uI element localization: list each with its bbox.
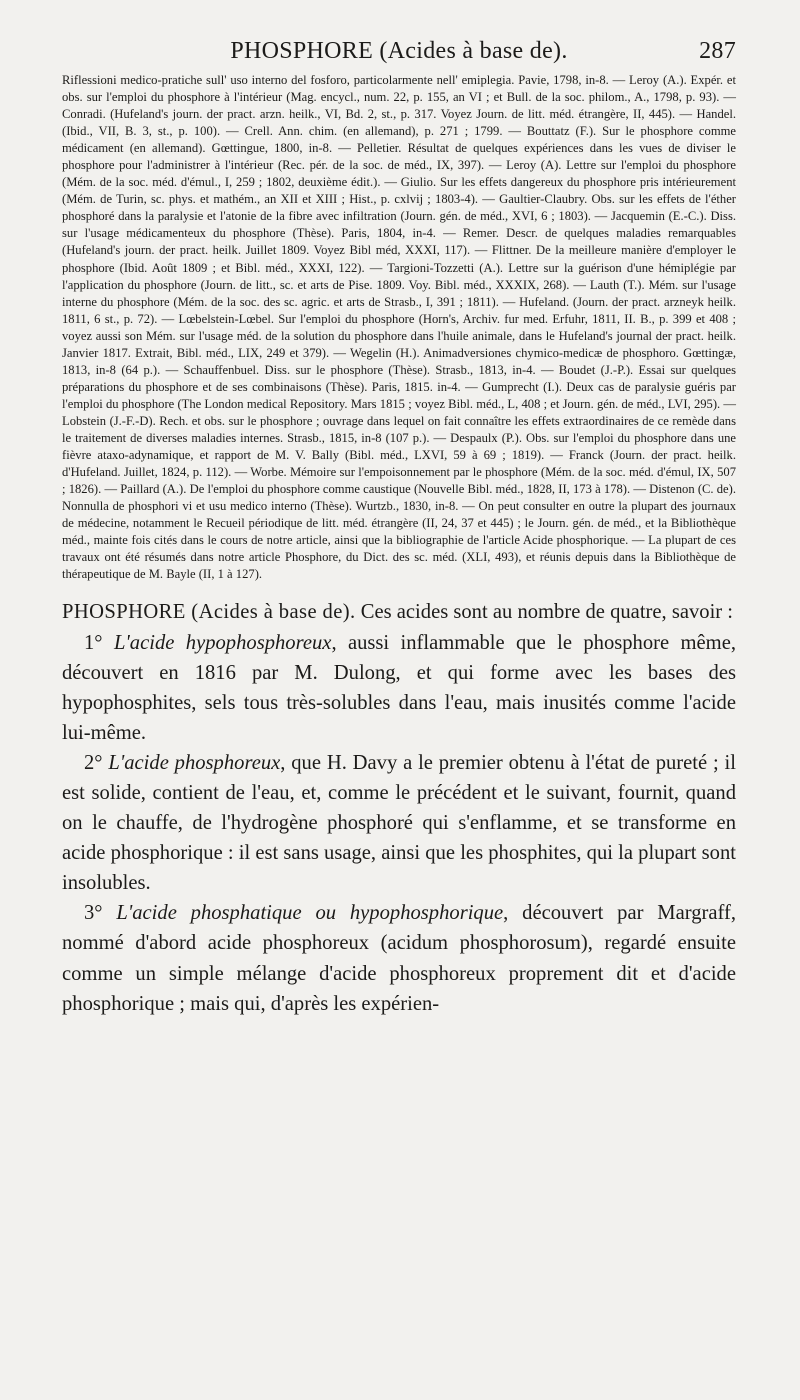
acid-name: L'acide hypophosphoreux — [113, 631, 332, 654]
bibliography-block: Riflessioni medico-pratiche sull' uso interno del fosforo, particolarmente nell' emiplegia. Pavie, 1798, in-8. — Leroy (A.). Expér. et obs. sur l'emploi du phosphore à l'intérieur (Mag. encycl., num. 22, p. 155, an VI ; et Bull. de la soc. philom., A., 1798, p. 93). — Conradi. (Hufeland's journ. der pract. arzn. heilk., VI, Bd. 2, st., p. 317. Voyez Journ. de litt. méd. étrangère, II, 445). — Handel. (Ibid., VII, B. 3, st., p. 100). — Crell. Ann. chim. (en allemand), p. 271 ; 1799. — Bouttatz (F.). Sur le phosphore comme médicament (en allemand). Gœttingue, 1800, in-8. — Pelletier. Résultat de quelques expériences dans les vues de diviser le phosphore pour l'administrer à l'intérieur (Rec. pér. de la soc. de méd., IX, 397). — Leroy (A). Lettre sur l'emploi du phosphore (Mém. de la soc. méd. d'émul., I, 259 ; 1802, deuxième édit.). — Giulio. Sur les effets dangereux du phosphore pris intérieurement (Mém. de Turin, sc. phys. et mathém., an XII et XIII ; Hist., p. cxlvij ; 1803-4). — Gaultier-Claubry. Obs. sur les effets de l'éther phosphoré dans la paralysie et l'atonie de la fibre avec infiltration (Journ. gén. de méd., XVI, 6 ; 1803). — Jacquemin (E.-C.). Diss. sur l'usage médicamenteux du phosphore (Thèse). Paris, 1804, in-4. — Remer. Descr. de quelques maladies remarquables (Hufeland's journ. der pract. heilk. Juillet 1809. Voyez Bibl méd, XXXI, 117). — Flittner. De la meilleure manière d'employer le phosphore (Ibid. Août 1809 ; et Bibl. méd., XXXI, 122). — Targioni-Tozzetti (A.). Lettre sur la guérison d'une hémiplégie par l'application du phosphore (Journ. de litt., sc. et arts de Pise. 1809. Voy. Bibl. méd., XXXIX, 268). — Lauth (T.). Mém. sur l'usage interne du phosphore (Mém. de la soc. des sc. agric. et arts de Strasb., I, 391 ; 1811). — Hufeland. (Journ. der pract. arzneyk heilk. 1811, 6 st., p. 72). — Lœbelstein-Lœbel. Sur l'emploi du phosphore (Horn's, Archiv. fur med. Erfuhr, 1811, II. B., p. 399 et 408 ; voyez aussi son Mém. sur l'usage méd. de la solution du phosphore dans l'huile animale, dans le Hufeland's journal der pract. heilk. Janvier 1817. Extrait, Bibl. méd., LIX, 249 et 379). — Wegelin (H.). Animadversiones chymico-medicæ de phosphoro. Gœttingæ, 1813, in-8 (64 p.). — Schauffenbuel. Diss. sur le phosphore (Thèse). Strasb., 1813, in-4. — Boudet (J.-P.). Essai sur quelques préparations du phosphore et de ses combinaisons (Thèse). Paris, 1815. in-4. — Gumprecht (I.). Deux cas de paralysie guéris par l'emploi du phosphore (The London medical Repository. Mars 1815 ; voyez Bibl. méd., L, 408 ; et Journ. gén. de méd., LVI, 295). — Lobstein (J.-F.-D). Rech. et obs. sur le phosphore ; ouvrage dans lequel on fait connaître les effets extraordinaires de ce remède dans le traitement de diverses maladies internes. Strasb., 1815, in-8 (107 p.). — Despaulx (P.). Obs. sur l'emploi du phosphore dans une fièvre ataxo-adynamique, et rapport de M. V. Bally (Bibl. méd., LXVI, 59 à 69 ; 1819). — Franck (Journ. der pract. heilk. d'Hufeland. Juillet, 1824, p. 112). — Worbe. Mémoire sur l'empoisonnement par le phosphore (Mém. de la soc. méd. d'émul, IX, 507 ; 1826). — Paillard (A.). De l'emploi du phosphore comme caustique (Nouvelle Bibl. méd., 1828, II, 173 à 178). — Distenon (C. de). Nonnulla de phosphori vi et usu medico interno (Thèse). Wurtzb., 1830, in-8. — On peut consulter en outre la plupart des journaux de médecine, notamment le Recueil périodique de litt. méd. étrangère (II, 24, 37 et 445) ; le Journ. gén. de méd., et la Bibliothèque méd., mainte fois cités dans le cours de notre article, ainsi que la bibliographie de l'article Acide phosphorique. — La plupart de ces travaux ont été résumés dans notre article Phosphore, du Dict. des sc. méd. (XLI, 493), et réunis depuis dans la Bibliothèque de thérapeutique de M. Bayle (II, 1 à 127). — [62, 73, 736, 582]
item-text: , découvert par Margraff, nommé d'abord acide phosphoreux (acidum phosphorosum), regardé ensuite comme un simple mélange d'acide phosphoreux proprement dit et d'acide phosphorique ; mais qui, d'après les expérien- — [62, 902, 736, 1015]
running-head — [62, 38, 736, 72]
acid-item-3 — [62, 898, 736, 1018]
section-heading: PHOSPHORE (Acides à base de). — [62, 601, 356, 624]
item-number: 3° — [84, 902, 103, 925]
section-intro: Ces acides sont au nombre de quatre, savoir : — [360, 601, 734, 624]
article-section — [62, 597, 736, 1018]
item-text: , que H. Davy a le premier obtenu à l'état de pureté ; il est solide, contient de l'eau, et, comme le précédent et le suivant, fournit, quand on le chauffe, de l'hydrogène phosphoré qui s'enflamme, et se transforme en acide phosphorique : il est sans usage, ainsi que les phosphites, qui la plupart sont insolubles. — [62, 751, 736, 895]
item-number: 1° — [84, 631, 103, 654]
acid-name: L'acide phosphoreux — [108, 751, 281, 774]
acid-item-1 — [62, 628, 736, 748]
acid-item-2 — [62, 748, 736, 898]
page-number: 287 — [699, 38, 736, 64]
item-number: 2° — [84, 751, 103, 774]
acid-name: L'acide phosphatique ou hypophosphorique — [116, 902, 504, 925]
section-intro-paragraph — [62, 597, 736, 627]
running-title: PHOSPHORE (Acides à base de). — [230, 38, 568, 64]
item-text: , aussi inflammable que le phosphore même, découvert en 1816 par M. Dulong, et qui forme avec les bases des hypophosphites, sels tous très-solubles dans l'eau, mais inusités comme l'acide lui-même. — [62, 631, 736, 744]
